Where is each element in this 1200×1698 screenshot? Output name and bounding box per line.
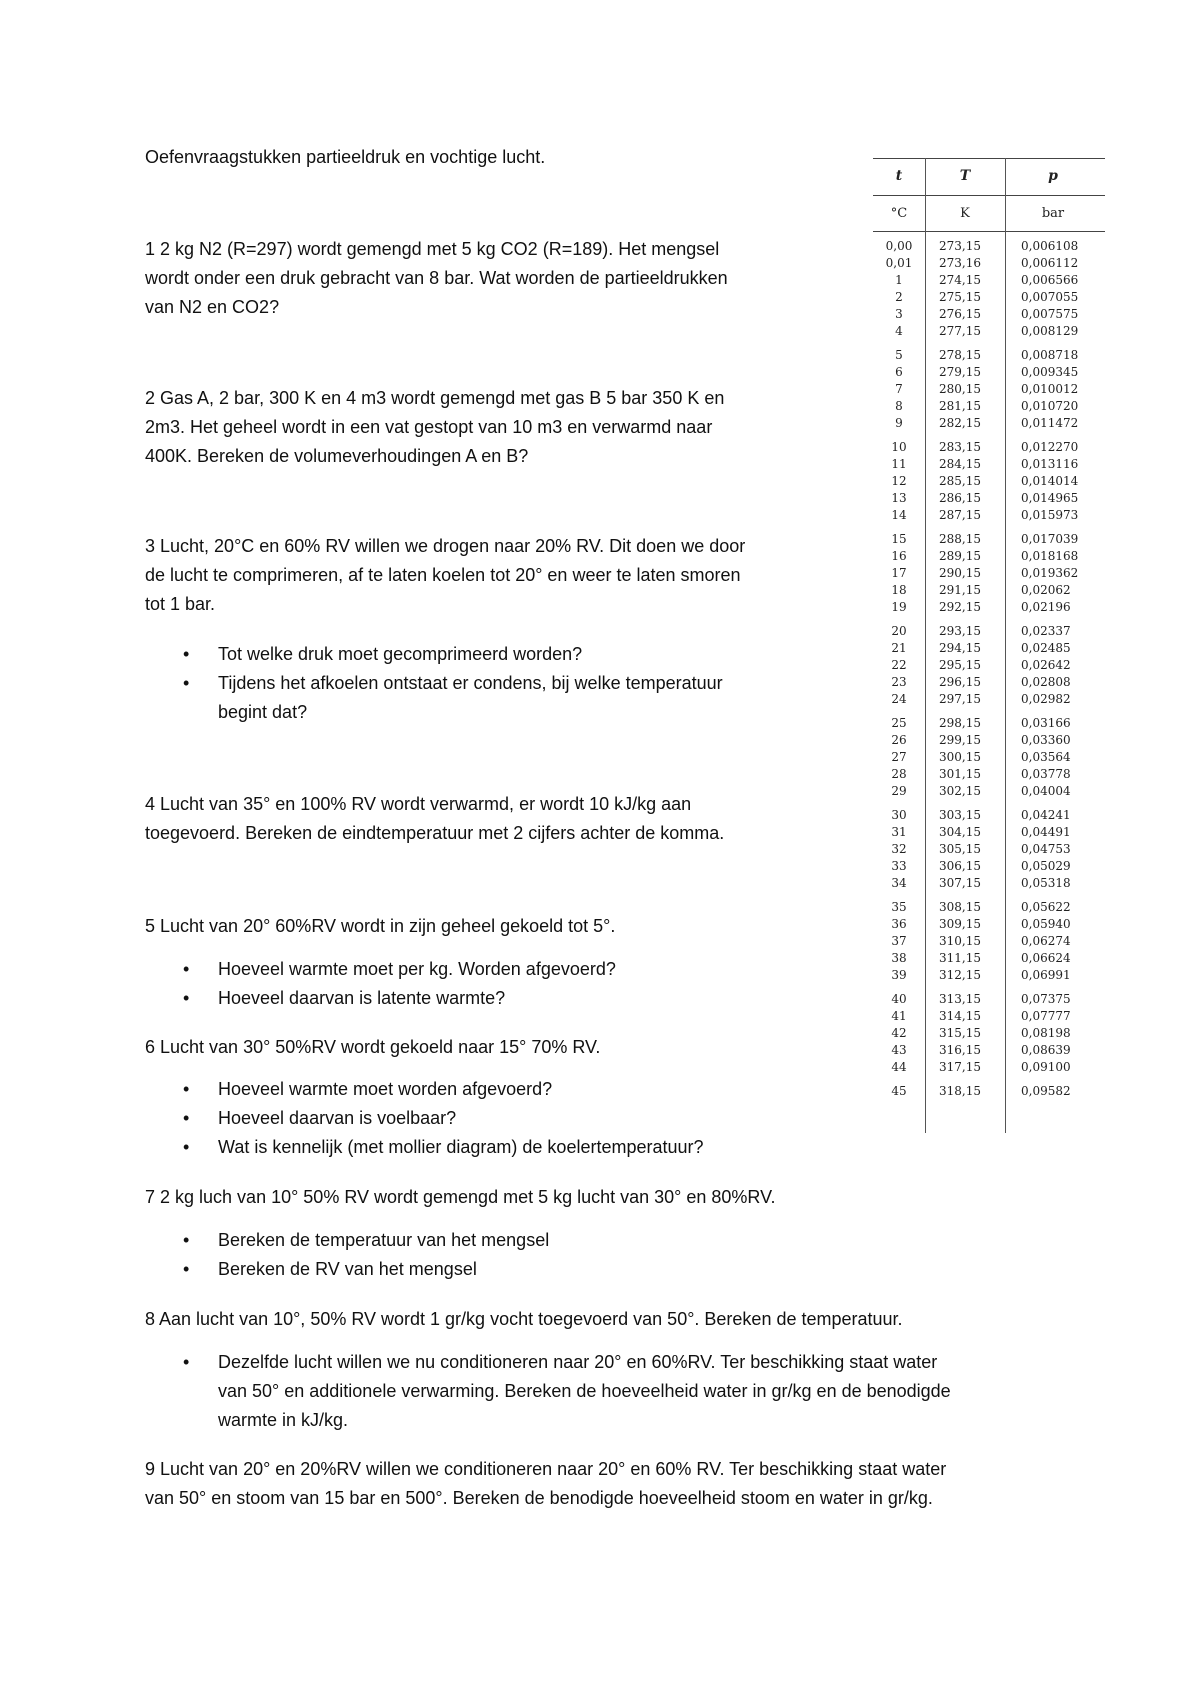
cell-temperature-k: 306,15 — [939, 859, 981, 873]
cell-temperature-c: 34 — [891, 876, 907, 890]
cell-pressure-bar: 0,09582 — [1021, 1084, 1071, 1098]
cell-temperature-k: 289,15 — [939, 549, 981, 563]
cell-pressure-bar: 0,05940 — [1021, 917, 1071, 931]
question-8-line: 8 Aan lucht van 10°, 50% RV wordt 1 gr/kg vocht toegevoerd van 50°. Bereken de temperatuur. — [145, 1309, 903, 1329]
cell-temperature-k: 300,15 — [939, 750, 981, 764]
cell-temperature-c: 33 — [891, 859, 907, 873]
cell-temperature-k: 279,15 — [939, 365, 981, 379]
bullet-continuation: van 50° en additionele verwarming. Bereken de hoeveelheid water in gr/kg en de benodigde — [218, 1381, 951, 1401]
cell-pressure-bar: 0,006566 — [1021, 273, 1079, 287]
cell-pressure-bar: 0,05622 — [1021, 900, 1071, 914]
cell-temperature-c: 22 — [891, 658, 907, 672]
table-row-group — [873, 531, 1105, 616]
cell-temperature-k: 302,15 — [939, 784, 981, 798]
question-9 — [145, 1455, 946, 1513]
table-row — [873, 548, 1105, 565]
cell-pressure-bar: 0,013116 — [1021, 457, 1079, 471]
cell-temperature-c: 37 — [891, 934, 907, 948]
cell-pressure-bar: 0,007575 — [1021, 307, 1079, 321]
table-row — [873, 691, 1105, 708]
bullet-item: • Bereken de RV van het mengsel — [145, 1255, 549, 1284]
table-row — [873, 599, 1105, 616]
question-3-line: 3 Lucht, 20°C en 60% RV willen we drogen naar 20% RV. Dit doen we door — [145, 536, 746, 556]
table-row — [873, 347, 1105, 364]
question-3-line: tot 1 bar. — [145, 594, 216, 614]
cell-pressure-bar: 0,019362 — [1021, 566, 1079, 580]
cell-pressure-bar: 0,02485 — [1021, 641, 1071, 655]
cell-pressure-bar: 0,018168 — [1021, 549, 1079, 563]
cell-pressure-bar: 0,04241 — [1021, 808, 1071, 822]
cell-pressure-bar: 0,006108 — [1021, 239, 1079, 253]
table-row-group — [873, 991, 1105, 1076]
cell-pressure-bar: 0,03360 — [1021, 733, 1071, 747]
table-row — [873, 507, 1105, 524]
cell-temperature-c: 45 — [891, 1084, 907, 1098]
table-row — [873, 807, 1105, 824]
cell-pressure-bar: 0,02337 — [1021, 624, 1071, 638]
cell-pressure-bar: 0,05029 — [1021, 859, 1071, 873]
cell-temperature-c: 0,01 — [885, 256, 913, 270]
cell-temperature-k: 312,15 — [939, 968, 981, 982]
cell-pressure-bar: 0,02642 — [1021, 658, 1071, 672]
cell-temperature-k: 290,15 — [939, 566, 981, 580]
question-6 — [145, 1033, 600, 1062]
question-3 — [145, 532, 745, 619]
cell-temperature-k: 281,15 — [939, 399, 981, 413]
cell-temperature-k: 303,15 — [939, 808, 981, 822]
cell-temperature-c: 19 — [891, 600, 907, 614]
cell-temperature-k: 294,15 — [939, 641, 981, 655]
cell-temperature-c: 26 — [891, 733, 907, 747]
cell-pressure-bar: 0,07375 — [1021, 992, 1071, 1006]
table-row-group — [873, 1083, 1105, 1100]
table-row — [873, 364, 1105, 381]
table-unit-rule — [873, 231, 1105, 232]
cell-pressure-bar: 0,04491 — [1021, 825, 1071, 839]
table-row — [873, 415, 1105, 432]
header-p: p — [1048, 168, 1058, 184]
cell-pressure-bar: 0,02808 — [1021, 675, 1071, 689]
cell-temperature-c: 17 — [891, 566, 907, 580]
table-row-group — [873, 238, 1105, 340]
cell-temperature-c: 35 — [891, 900, 907, 914]
cell-pressure-bar: 0,008129 — [1021, 324, 1079, 338]
question-2-line: 400K. Bereken de volumeverhoudingen A en B? — [145, 446, 529, 466]
cell-pressure-bar: 0,03564 — [1021, 750, 1071, 764]
question-6-line: 6 Lucht van 30° 50%RV wordt gekoeld naar 15° 70% RV. — [145, 1037, 601, 1057]
cell-temperature-k: 301,15 — [939, 767, 981, 781]
table-row — [873, 766, 1105, 783]
table-row — [873, 623, 1105, 640]
cell-temperature-k: 308,15 — [939, 900, 981, 914]
cell-temperature-k: 285,15 — [939, 474, 981, 488]
bullet-continuation: begint dat? — [218, 702, 308, 722]
cell-temperature-c: 4 — [895, 324, 903, 338]
cell-temperature-c: 3 — [895, 307, 903, 321]
cell-pressure-bar: 0,008718 — [1021, 348, 1079, 362]
cell-pressure-bar: 0,02196 — [1021, 600, 1071, 614]
cell-temperature-c: 27 — [891, 750, 907, 764]
question-9-line: 9 Lucht van 20° en 20%RV willen we conditioneren naar 20° en 60% RV. Ter beschikking staat water — [145, 1459, 947, 1479]
cell-pressure-bar: 0,02982 — [1021, 692, 1071, 706]
question-4-line: 4 Lucht van 35° en 100% RV wordt verwarmd, er wordt 10 kJ/kg aan — [145, 794, 692, 814]
table-row — [873, 306, 1105, 323]
cell-temperature-k: 299,15 — [939, 733, 981, 747]
table-row — [873, 1025, 1105, 1042]
cell-temperature-k: 315,15 — [939, 1026, 981, 1040]
cell-temperature-k: 280,15 — [939, 382, 981, 396]
question-2 — [145, 384, 724, 471]
question-8-bullets — [145, 1348, 951, 1435]
table-row-group — [873, 807, 1105, 892]
cell-pressure-bar: 0,010720 — [1021, 399, 1079, 413]
cell-temperature-c: 25 — [891, 716, 907, 730]
bullet-item: • Hoeveel warmte moet worden afgevoerd? — [145, 1075, 704, 1104]
cell-pressure-bar: 0,007055 — [1021, 290, 1079, 304]
cell-temperature-c: 30 — [891, 808, 907, 822]
table-row — [873, 916, 1105, 933]
page-title: Oefenvraagstukken partieeldruk en vochtige lucht. — [145, 147, 546, 167]
table-row-group — [873, 439, 1105, 524]
question-5 — [145, 912, 615, 941]
cell-temperature-c: 23 — [891, 675, 907, 689]
cell-temperature-k: 311,15 — [939, 951, 981, 965]
table-row — [873, 899, 1105, 916]
question-7-line: 7 2 kg luch van 10° 50% RV wordt gemengd met 5 kg lucht van 30° en 80%RV. — [145, 1187, 776, 1207]
cell-pressure-bar: 0,04753 — [1021, 842, 1071, 856]
question-1-line: 1 2 kg N2 (R=297) wordt gemengd met 5 kg CO2 (R=189). Het mengsel — [145, 239, 720, 259]
unit-bar: bar — [1041, 206, 1065, 221]
cell-temperature-k: 297,15 — [939, 692, 981, 706]
table-row — [873, 1008, 1105, 1025]
bullet-item: • Bereken de temperatuur van het mengsel — [145, 1226, 549, 1255]
cell-temperature-c: 2 — [895, 290, 903, 304]
question-2-line: 2m3. Het geheel wordt in een vat gestopt van 10 m3 en verwarmd naar — [145, 417, 713, 437]
bullet-item: • Wat is kennelijk (met mollier diagram) de koelertemperatuur? — [145, 1133, 704, 1162]
table-row — [873, 824, 1105, 841]
cell-temperature-c: 5 — [895, 348, 903, 362]
table-row — [873, 875, 1105, 892]
cell-pressure-bar: 0,06624 — [1021, 951, 1071, 965]
table-row — [873, 490, 1105, 507]
table-row — [873, 732, 1105, 749]
cell-pressure-bar: 0,07777 — [1021, 1009, 1071, 1023]
cell-temperature-k: 286,15 — [939, 491, 981, 505]
cell-temperature-k: 304,15 — [939, 825, 981, 839]
cell-pressure-bar: 0,05318 — [1021, 876, 1071, 890]
cell-temperature-k: 291,15 — [939, 583, 981, 597]
cell-pressure-bar: 0,011472 — [1021, 416, 1079, 430]
table-row — [873, 841, 1105, 858]
question-3-line: de lucht te comprimeren, af te laten koelen tot 20° en weer te laten smoren — [145, 565, 741, 585]
table-row — [873, 783, 1105, 800]
cell-pressure-bar: 0,06991 — [1021, 968, 1071, 982]
table-row — [873, 1042, 1105, 1059]
question-4 — [145, 790, 724, 848]
cell-pressure-bar: 0,006112 — [1021, 256, 1079, 270]
table-header-rule — [873, 195, 1105, 196]
cell-temperature-c: 32 — [891, 842, 907, 856]
cell-temperature-c: 43 — [891, 1043, 907, 1057]
cell-temperature-k: 276,15 — [939, 307, 981, 321]
cell-pressure-bar: 0,012270 — [1021, 440, 1079, 454]
cell-temperature-c: 24 — [891, 692, 907, 706]
table-row-group — [873, 899, 1105, 984]
bullet-continuation: warmte in kJ/kg. — [218, 1410, 349, 1430]
cell-temperature-k: 288,15 — [939, 532, 981, 546]
cell-temperature-c: 20 — [891, 624, 907, 638]
cell-pressure-bar: 0,014965 — [1021, 491, 1079, 505]
cell-temperature-k: 309,15 — [939, 917, 981, 931]
cell-temperature-c: 1 — [895, 273, 903, 287]
cell-temperature-k: 310,15 — [939, 934, 981, 948]
table-row — [873, 858, 1105, 875]
cell-temperature-k: 284,15 — [939, 457, 981, 471]
table-row — [873, 967, 1105, 984]
cell-temperature-k: 273,16 — [939, 256, 981, 270]
cell-temperature-k: 295,15 — [939, 658, 981, 672]
cell-pressure-bar: 0,08639 — [1021, 1043, 1071, 1057]
cell-pressure-bar: 0,09100 — [1021, 1060, 1071, 1074]
question-1 — [145, 235, 728, 322]
cell-temperature-c: 11 — [891, 457, 907, 471]
question-3-bullets — [145, 640, 723, 727]
cell-temperature-k: 317,15 — [939, 1060, 981, 1074]
table-row — [873, 531, 1105, 548]
cell-temperature-k: 275,15 — [939, 290, 981, 304]
cell-temperature-c: 16 — [891, 549, 907, 563]
cell-temperature-k: 283,15 — [939, 440, 981, 454]
table-row — [873, 439, 1105, 456]
vapour-pressure-table — [873, 158, 1105, 1138]
cell-temperature-k: 296,15 — [939, 675, 981, 689]
table-row-group — [873, 347, 1105, 432]
cell-temperature-c: 36 — [891, 917, 907, 931]
table-row — [873, 238, 1105, 255]
cell-temperature-k: 293,15 — [939, 624, 981, 638]
cell-temperature-c: 18 — [891, 583, 907, 597]
cell-temperature-c: 6 — [895, 365, 903, 379]
cell-pressure-bar: 0,017039 — [1021, 532, 1079, 546]
question-2-line: 2 Gas A, 2 bar, 300 K en 4 m3 wordt gemengd met gas B 5 bar 350 K en — [145, 388, 725, 408]
cell-temperature-c: 31 — [891, 825, 907, 839]
cell-pressure-bar: 0,03778 — [1021, 767, 1071, 781]
table-row — [873, 715, 1105, 732]
table-row — [873, 1059, 1105, 1076]
cell-pressure-bar: 0,04004 — [1021, 784, 1071, 798]
cell-temperature-c: 12 — [891, 474, 907, 488]
table-row — [873, 749, 1105, 766]
bullet-item: • Hoeveel warmte moet per kg. Worden afgevoerd? — [145, 955, 616, 984]
table-row — [873, 473, 1105, 490]
bullet-item: • Tot welke druk moet gecomprimeerd worden? — [145, 640, 723, 669]
cell-temperature-k: 274,15 — [939, 273, 981, 287]
cell-temperature-c: 40 — [891, 992, 907, 1006]
table-row — [873, 640, 1105, 657]
cell-pressure-bar: 0,010012 — [1021, 382, 1079, 396]
cell-temperature-k: 313,15 — [939, 992, 981, 1006]
cell-temperature-c: 7 — [895, 382, 903, 396]
table-row-group — [873, 715, 1105, 800]
cell-pressure-bar: 0,06274 — [1021, 934, 1071, 948]
cell-temperature-k: 273,15 — [939, 239, 981, 253]
question-1-line: wordt onder een druk gebracht van 8 bar. Wat worden de partieeldrukken — [145, 268, 728, 288]
cell-temperature-c: 38 — [891, 951, 907, 965]
table-row — [873, 456, 1105, 473]
question-4-line: toegevoerd. Bereken de eindtemperatuur met 2 cijfers achter de komma. — [145, 823, 725, 843]
cell-temperature-c: 21 — [891, 641, 907, 655]
bullet-item: • Tijdens het afkoelen ontstaat er condens, bij welke temperatuur — [145, 669, 723, 698]
header-t: t — [895, 168, 903, 184]
cell-pressure-bar: 0,015973 — [1021, 508, 1079, 522]
table-row — [873, 565, 1105, 582]
cell-temperature-c: 14 — [891, 508, 907, 522]
cell-temperature-k: 277,15 — [939, 324, 981, 338]
table-row — [873, 323, 1105, 340]
question-8 — [145, 1305, 903, 1334]
table-row — [873, 933, 1105, 950]
cell-temperature-k: 316,15 — [939, 1043, 981, 1057]
cell-temperature-c: 13 — [891, 491, 907, 505]
table-row — [873, 582, 1105, 599]
table-row — [873, 950, 1105, 967]
question-9-line: van 50° en stoom van 15 bar en 500°. Bereken de benodigde hoeveelheid stoom en water in gr/kg. — [145, 1488, 933, 1508]
question-5-line: 5 Lucht van 20° 60%RV wordt in zijn geheel gekoeld tot 5°. — [145, 916, 616, 936]
unit-kelvin: K — [960, 206, 970, 221]
cell-temperature-k: 318,15 — [939, 1084, 981, 1098]
table-row — [873, 381, 1105, 398]
cell-temperature-c: 10 — [891, 440, 907, 454]
cell-temperature-k: 287,15 — [939, 508, 981, 522]
bullet-item: • Hoeveel daarvan is voelbaar? — [145, 1104, 704, 1133]
cell-temperature-c: 9 — [895, 416, 903, 430]
table-row — [873, 657, 1105, 674]
cell-temperature-k: 292,15 — [939, 600, 981, 614]
cell-pressure-bar: 0,08198 — [1021, 1026, 1071, 1040]
cell-pressure-bar: 0,03166 — [1021, 716, 1071, 730]
table-row — [873, 674, 1105, 691]
bullet-item: • Hoeveel daarvan is latente warmte? — [145, 984, 616, 1013]
cell-temperature-c: 39 — [891, 968, 907, 982]
question-1-line: van N2 en CO2? — [145, 297, 280, 317]
cell-pressure-bar: 0,02062 — [1021, 583, 1071, 597]
table-row-group — [873, 623, 1105, 708]
cell-temperature-k: 307,15 — [939, 876, 981, 890]
question-5-bullets — [145, 955, 616, 1013]
table-row — [873, 1083, 1105, 1100]
table-row — [873, 991, 1105, 1008]
cell-temperature-k: 314,15 — [939, 1009, 981, 1023]
cell-temperature-c: 29 — [891, 784, 907, 798]
table-row — [873, 289, 1105, 306]
bullet-item: • Dezelfde lucht willen we nu conditioneren naar 20° en 60%RV. Ter beschikking staat water — [145, 1348, 951, 1377]
table-row — [873, 272, 1105, 289]
cell-temperature-c: 44 — [891, 1060, 907, 1074]
cell-pressure-bar: 0,014014 — [1021, 474, 1079, 488]
cell-pressure-bar: 0,009345 — [1021, 365, 1079, 379]
cell-temperature-k: 282,15 — [939, 416, 981, 430]
table-row — [873, 255, 1105, 272]
cell-temperature-c: 42 — [891, 1026, 907, 1040]
cell-temperature-k: 305,15 — [939, 842, 981, 856]
table-top-rule — [873, 158, 1105, 159]
question-7 — [145, 1183, 775, 1212]
cell-temperature-k: 278,15 — [939, 348, 981, 362]
cell-temperature-c: 28 — [891, 767, 907, 781]
cell-temperature-c: 15 — [891, 532, 907, 546]
table-row — [873, 398, 1105, 415]
question-6-bullets — [145, 1075, 704, 1162]
cell-temperature-c: 41 — [891, 1009, 907, 1023]
header-T: T — [959, 168, 971, 184]
unit-celsius: °C — [890, 206, 908, 221]
question-7-bullets — [145, 1226, 549, 1284]
cell-temperature-k: 298,15 — [939, 716, 981, 730]
cell-temperature-c: 8 — [895, 399, 903, 413]
cell-temperature-c: 0,00 — [885, 239, 913, 253]
